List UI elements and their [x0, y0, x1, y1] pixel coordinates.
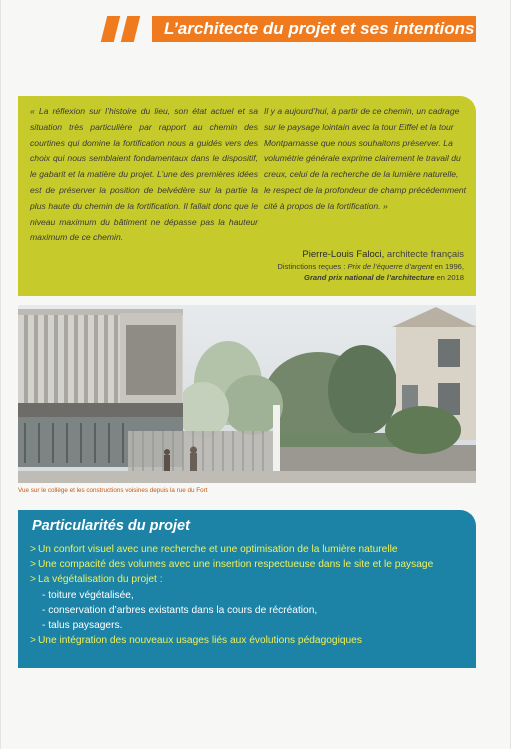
quote-right-column: Il y a aujourd’hui, à partir de ce chemin, un cadrage sur le paysage lointain avec la tour Eiffel et la tour Montparnasse que nous souhaitons préserver. La volumétrie générale exprime clairement le travail du creux, celui de la recherche de la lumière naturelle, le respect de la profondeur de champ précédemment cité à propos de la fortification. »	[264, 106, 467, 211]
quote-attribution	[277, 248, 464, 283]
author-line	[277, 248, 464, 261]
feature-item: > Une intégration des nouveaux usages liés aux évolutions pédagogiques	[30, 635, 362, 647]
author-name: Pierre-Louis Faloci,	[302, 249, 385, 260]
distinctions-label: Distinctions reçues :	[277, 262, 348, 271]
chevron-right-icon: >	[30, 559, 36, 571]
chevron-right-icon: >	[30, 544, 36, 555]
feature-sub-item: - talus paysagers.	[42, 620, 123, 632]
feature-sub-item: - toiture végétalisée,	[42, 589, 134, 601]
header-stripes-decoration	[100, 16, 144, 42]
prize-1: Prix de l’équerre d’argent	[347, 262, 433, 271]
feature-item: > Un confort visuel avec une recherche et une optimisation de la lumière naturelle	[30, 544, 398, 555]
project-features-box	[18, 510, 476, 668]
prize-2: Grand prix national de l’architecture	[304, 273, 435, 282]
features-title: Particularités du projet	[32, 518, 190, 534]
chevron-right-icon: >	[30, 635, 36, 647]
prize-2-year: en 2018	[434, 273, 464, 282]
photo-caption: Vue sur le collège et les constructions voisines depuis la rue du Fort	[18, 487, 208, 494]
architect-quote-box	[18, 96, 476, 296]
quote-left-column: « La réflexion sur l’histoire du lieu, son état actuel et sa situation très particulière par rapport au chemin des courtines qui domine la fortification nous a guidés vers des choix qui nous semblaient fondamentaux dans le dispositif, le gabarit et la matière du projet. L’une des premières idées est de préserver la position de belvédère sur la partie la plus haute du chemin de la fortification. Il fallait donc que le niveau maximum du bâtiment ne dépasse pas la hauteur maximum de ce chemin.	[30, 106, 258, 243]
chevron-right-icon: >	[30, 574, 36, 586]
distinctions-line	[277, 261, 464, 272]
feature-item: > Une compacité des volumes avec une insertion respectueuse dans le site et le paysage	[30, 559, 434, 571]
prize-1-year: en 1996,	[432, 262, 464, 271]
distinctions-line-2	[277, 272, 464, 283]
author-role: architecte français	[384, 249, 464, 260]
section-title: L’architecte du projet et ses intentions	[152, 16, 476, 42]
college-rendering-image	[18, 305, 476, 483]
feature-item: > La végétalisation du projet :	[30, 574, 163, 586]
features-list	[30, 542, 433, 648]
feature-sub-item: - conservation d’arbres existants dans la cours de récréation,	[42, 604, 318, 616]
